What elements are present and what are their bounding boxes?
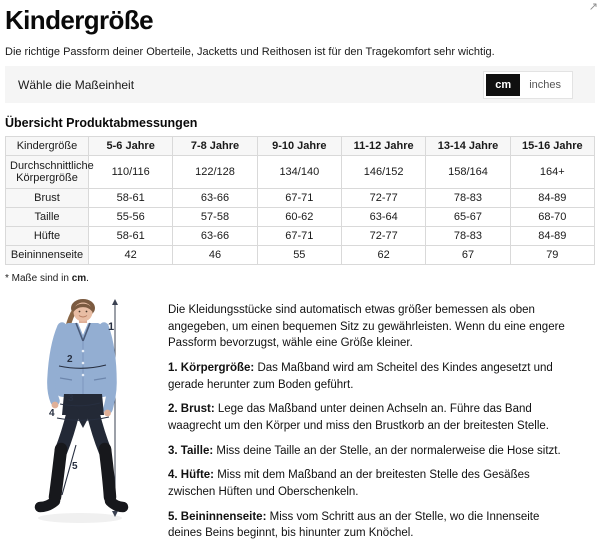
table-heading: Übersicht Produktabmessungen xyxy=(5,116,198,130)
table-column-header: 13-14 Jahre xyxy=(426,137,510,156)
table-cell: 110/116 xyxy=(89,156,173,189)
table-cell: 78-83 xyxy=(426,189,510,208)
instruction-term: 5. Beininnenseite: xyxy=(168,510,267,523)
row-label: Durchschnittliche Körpergröße xyxy=(6,156,89,189)
unit-option-inches[interactable]: inches xyxy=(520,74,570,96)
table-cell: 57-58 xyxy=(173,208,257,227)
table-cell: 72-77 xyxy=(341,227,425,246)
footnote-period: . xyxy=(86,273,89,284)
instruction-item xyxy=(168,509,574,542)
unit-toggle xyxy=(483,71,573,99)
table-cell: 58-61 xyxy=(89,189,173,208)
row-label: Hüfte xyxy=(6,227,89,246)
page-title: Kindergröße xyxy=(5,5,153,35)
table-cell: 62 xyxy=(341,246,425,265)
table-footnote xyxy=(5,273,600,284)
instruction-text: Miss mit dem Maßband an der breitesten Stelle des Gesäßes zwischen Hüften und Oberschenkeln. xyxy=(168,469,530,499)
table-cell: 65-67 xyxy=(426,208,510,227)
child-photo xyxy=(10,297,160,532)
instruction-term: 1. Körpergröße: xyxy=(168,362,255,375)
table-cell: 122/128 xyxy=(173,156,257,189)
measure-label-4: 4 xyxy=(49,408,55,419)
measurement-instructions xyxy=(168,297,574,550)
ground-shadow xyxy=(38,513,122,523)
measure-label-2: 2 xyxy=(67,354,73,365)
table-cell: 55 xyxy=(257,246,341,265)
measurement-section xyxy=(0,297,600,550)
table-column-header: 15-16 Jahre xyxy=(510,137,594,156)
instruction-item xyxy=(168,360,574,393)
page-subtitle: Die richtige Passform deiner Oberteile, Jacketts und Reithosen ist für den Tragekomfort sehr wichtig. xyxy=(5,46,495,58)
table-cell: 68-70 xyxy=(510,208,594,227)
table-cell: 84-89 xyxy=(510,227,594,246)
table-cell: 146/152 xyxy=(341,156,425,189)
instruction-text: Lege das Maßband unter deinen Achseln an. Führe das Band waagrecht um den Körper und miss den Brustkorb an der breitesten Stelle. xyxy=(168,403,549,433)
instruction-term: 3. Taille: xyxy=(168,444,214,457)
table-cell: 63-66 xyxy=(173,189,257,208)
table-row xyxy=(6,246,595,265)
table-row xyxy=(6,227,595,246)
table-cell: 55-56 xyxy=(89,208,173,227)
child-measurement-figure xyxy=(10,297,160,537)
table-cell: 79 xyxy=(510,246,594,265)
footnote-unit: cm xyxy=(71,273,87,284)
table-cell: 84-89 xyxy=(510,189,594,208)
table-corner-header: Kindergröße xyxy=(6,137,89,156)
table-cell: 134/140 xyxy=(257,156,341,189)
instruction-item xyxy=(168,467,574,500)
row-label: Brust xyxy=(6,189,89,208)
table-column-header: 5-6 Jahre xyxy=(89,137,173,156)
table-row xyxy=(6,156,595,189)
table-cell: 63-66 xyxy=(173,227,257,246)
table-cell: 78-83 xyxy=(426,227,510,246)
expand-arrow-icon: ↗ xyxy=(588,1,598,13)
instruction-text: Miss deine Taille an der Stelle, an der normalerweise die Hose sitzt. xyxy=(213,444,561,457)
instructions-intro: Die Kleidungsstücke sind automatisch etwas größer bemessen als oben angegeben, um einen bequemen Sitz zu gewährleisten. Wenn du eine engere Passform bevorzugst, wähle eine Größe kleiner. xyxy=(168,304,565,350)
table-column-header: 9-10 Jahre xyxy=(257,137,341,156)
unit-selector-label: Wähle die Maßeinheit xyxy=(18,77,135,92)
footnote-text: * Maße sind in xyxy=(5,273,72,284)
row-label: Taille xyxy=(6,208,89,227)
instruction-term: 4. Hüfte: xyxy=(168,469,214,482)
table-row xyxy=(6,208,595,227)
size-table xyxy=(5,136,595,265)
unit-selector-bar xyxy=(5,66,595,103)
table-cell: 158/164 xyxy=(426,156,510,189)
table-cell: 164+ xyxy=(510,156,594,189)
table-header-row xyxy=(6,137,595,156)
unit-option-cm[interactable]: cm xyxy=(486,74,520,96)
table-column-header: 11-12 Jahre xyxy=(341,137,425,156)
size-guide-page xyxy=(0,1,600,540)
instruction-text: Miss vom Schritt aus an der Stelle, wo die Innenseite deines Beins beginnt, bis hinunter zum Knöchel. xyxy=(168,510,540,540)
instruction-term: 2. Brust: xyxy=(168,403,215,416)
instruction-item xyxy=(168,443,574,460)
table-cell: 72-77 xyxy=(341,189,425,208)
table-cell: 67-71 xyxy=(257,227,341,246)
table-cell: 67 xyxy=(426,246,510,265)
table-cell: 60-62 xyxy=(257,208,341,227)
table-cell: 63-64 xyxy=(341,208,425,227)
instruction-text: Das Maßband wird am Scheitel des Kindes angesetzt und gerade herunter zum Boden geführt. xyxy=(168,362,553,391)
table-cell: 46 xyxy=(173,246,257,265)
table-cell: 67-71 xyxy=(257,189,341,208)
table-row xyxy=(6,189,595,208)
table-cell: 58-61 xyxy=(89,227,173,246)
measure-label-5: 5 xyxy=(72,461,78,472)
instruction-item xyxy=(168,401,574,434)
row-label: Beininnenseite xyxy=(6,246,89,265)
measure-label-3: 3 xyxy=(68,393,74,404)
measure-label-1: 1 xyxy=(108,321,115,333)
table-column-header: 7-8 Jahre xyxy=(173,137,257,156)
table-body xyxy=(6,156,595,265)
table-cell: 42 xyxy=(89,246,173,265)
